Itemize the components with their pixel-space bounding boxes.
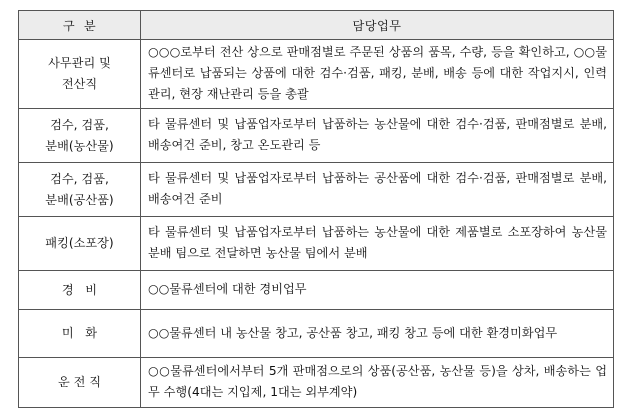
category-cell xyxy=(19,271,141,310)
header-row xyxy=(19,11,614,40)
category-label: 검수, 검품, xyxy=(50,171,109,186)
header-category: 구 분 xyxy=(19,11,141,40)
category-label: 분배(공산품) xyxy=(45,192,114,207)
category-label: 운 전 직 xyxy=(57,375,102,389)
table-row xyxy=(19,217,614,271)
duty-cell: 타 물류센터 및 납품업자로부터 납품하는 공산품에 대한 검수·검품, 판매점별로 분배, 배송여건 준비 xyxy=(141,163,614,217)
duty-cell: ○○물류센터에 대한 경비업무 xyxy=(141,271,614,310)
category-cell xyxy=(19,217,141,271)
duty-cell: ○○물류센터에서부터 5개 판매점으로의 상품(공산품, 농산물 등)을 상차, 배송하는 업무 수행(4대는 지입제, 1대는 외부계약) xyxy=(141,358,614,408)
header-duty: 담당업무 xyxy=(141,11,614,40)
duty-cell: 타 물류센터 및 납품업자로부터 납품하는 농산물에 대한 제품별로 소포장하여 농산물 분배 팀으로 전달하면 농산물 팀에서 분배 xyxy=(141,217,614,271)
category-label: 분배(농산물) xyxy=(45,138,114,153)
duty-table xyxy=(18,10,614,408)
category-cell xyxy=(19,40,141,109)
duty-cell: 타 물류센터 및 납품업자로부터 납품하는 농산물에 대한 검수·검품, 판매점별로 분배, 배송여건 준비, 창고 온도관리 등 xyxy=(141,109,614,163)
category-label: 사무관리 및 xyxy=(48,56,111,70)
table-row xyxy=(19,109,614,163)
category-label: 검수, 검품, xyxy=(50,117,109,132)
category-label: 패킹(소포장) xyxy=(45,236,114,250)
duty-cell: ○○물류센터 내 농산물 창고, 공산품 창고, 패킹 창고 등에 대한 환경미화업무 xyxy=(141,310,614,358)
category-cell xyxy=(19,163,141,217)
category-label: 전산직 xyxy=(61,77,98,91)
category-cell xyxy=(19,358,141,408)
category-cell xyxy=(19,109,141,163)
table-row xyxy=(19,358,614,408)
category-label: 경 비 xyxy=(61,282,98,297)
table-row xyxy=(19,163,614,217)
category-label: 미 화 xyxy=(61,326,98,340)
table-row xyxy=(19,271,614,310)
table-row xyxy=(19,40,614,109)
duty-table-container xyxy=(18,10,613,408)
category-cell xyxy=(19,310,141,358)
table-row xyxy=(19,310,614,358)
duty-cell: ○○○로부터 전산 상으로 판매점별로 주문된 상품의 품목, 수량, 등을 확인하고, ○○물류센터로 납품되는 상품에 대한 검수·검품, 패킹, 분배, 배송 등에 대한 작업지시, 인력관리, 현장 재난관리 등을 총괄 xyxy=(141,40,614,109)
